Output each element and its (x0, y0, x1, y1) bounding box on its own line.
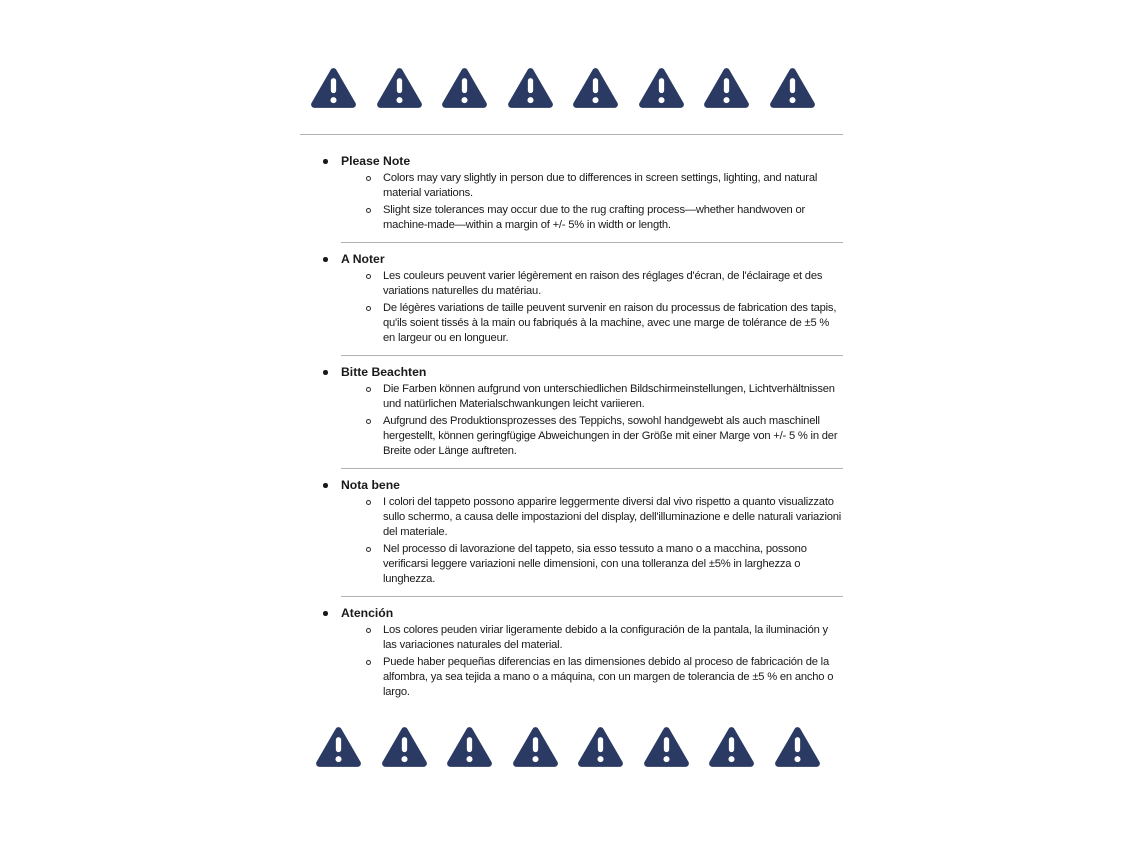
section-heading (300, 154, 843, 169)
item-text: Slight size tolerances may occur due to the rug crafting process—whether handwoven or machine-made—within a margin of +/- 5% in width or length. (383, 204, 806, 231)
circle-bullet-icon (366, 176, 371, 181)
note-section (300, 478, 843, 597)
section-items (300, 382, 843, 459)
list-item (300, 623, 844, 653)
item-text: Aufgrund des Produktionsprozesses des Teppichs, sowohl handgewebt als auch maschinell hergestellt, können geringfügige Abweichungen in der Größe mit einer Marge von +/- 5 % in der Breite oder Länge auftreten. (383, 415, 838, 457)
list-item (300, 655, 844, 700)
section-items (300, 269, 843, 346)
section-divider (341, 355, 843, 356)
section-divider (341, 468, 843, 469)
item-text: Colors may vary slightly in person due to differences in screen settings, lighting, and natural material variations. (383, 172, 818, 199)
circle-bullet-icon (366, 274, 371, 279)
list-item (300, 203, 844, 233)
item-text: I colori del tappeto possono apparire leggermente diversi dal vivo rispetto a quanto visualizzato sullo schermo, a causa delle impostazioni del display, dell'illuminazione e delle naturali variazioni del materiale. (383, 496, 842, 538)
list-item (300, 269, 844, 299)
note-section (300, 606, 843, 700)
warning-triangle-icon (572, 63, 619, 113)
note-section (300, 154, 843, 243)
circle-bullet-icon (366, 419, 371, 424)
sections (300, 154, 843, 700)
circle-bullet-icon (366, 547, 371, 552)
section-heading-text: A Noter (341, 252, 385, 266)
warning-triangle-icon (507, 63, 554, 113)
item-text: Les couleurs peuvent varier légèrement en raison des réglages d'écran, de l'éclairage et des variations naturelles du matériau. (383, 270, 823, 297)
list-item (300, 495, 844, 540)
section-divider (341, 242, 843, 243)
item-text: Los colores peuden viriar ligeramente debido a la configuración de la pantala, la iluminación y las variaciones naturales del material. (383, 624, 828, 651)
item-text: Die Farben können aufgrund von unterschiedlichen Bildschirmeinstellungen, Lichtverhältnissen und natürlichen Materialschwankungen leicht variieren. (383, 383, 835, 410)
warning-triangle-icon (446, 722, 493, 772)
list-item (300, 542, 844, 587)
section-items (300, 495, 843, 587)
bullet-icon (323, 611, 328, 616)
warning-triangle-icon (769, 63, 816, 113)
circle-bullet-icon (366, 306, 371, 311)
bullet-icon (323, 257, 328, 262)
bullet-icon (323, 370, 328, 375)
warning-row-top (300, 63, 843, 113)
warning-triangle-icon (577, 722, 624, 772)
section-heading (300, 252, 843, 267)
section-heading (300, 478, 843, 493)
warning-triangle-icon (512, 722, 559, 772)
item-text: Puede haber pequeñas diferencias en las dimensiones debido al proceso de fabricación de la alfombra, ya sea tejida a mano o a máquina, con un margen de tolerancia de ±5 % en ancho o largo. (383, 656, 834, 698)
bullet-icon (323, 483, 328, 488)
item-text: Nel processo di lavorazione del tappeto, sia esso tessuto a mano o a macchina, possono verificarsi leggere variazioni nelle dimensioni, con una tolleranza del ±5% in larghezza o lunghezza. (383, 543, 807, 585)
circle-bullet-icon (366, 628, 371, 633)
warning-triangle-icon (376, 63, 423, 113)
note-section (300, 252, 843, 356)
section-heading (300, 606, 843, 621)
section-heading-text: Nota bene (341, 478, 400, 492)
circle-bullet-icon (366, 500, 371, 505)
warning-triangle-icon (703, 63, 750, 113)
circle-bullet-icon (366, 208, 371, 213)
section-heading-text: Atención (341, 606, 394, 620)
section-items (300, 623, 843, 700)
section-items (300, 171, 843, 233)
list-item (300, 301, 844, 346)
warning-triangle-icon (638, 63, 685, 113)
warning-row-bottom (300, 722, 843, 772)
list-item (300, 414, 844, 459)
warning-triangle-icon (310, 63, 357, 113)
section-divider (341, 596, 843, 597)
circle-bullet-icon (366, 660, 371, 665)
item-text: De légères variations de taille peuvent survenir en raison du processus de fabrication des tapis, qu'ils soient tissés à la main ou fabriqués à la machine, avec une marge de tolérance de ±5 % en largeur ou en longueur. (383, 302, 837, 344)
content-column (300, 63, 843, 772)
warning-triangle-icon (643, 722, 690, 772)
warning-triangle-icon (381, 722, 428, 772)
bullet-icon (323, 159, 328, 164)
section-heading-text: Please Note (341, 154, 411, 168)
warning-triangle-icon (315, 722, 362, 772)
top-divider (300, 134, 843, 135)
warning-triangle-icon (708, 722, 755, 772)
warning-triangle-icon (774, 722, 821, 772)
note-section (300, 365, 843, 469)
circle-bullet-icon (366, 387, 371, 392)
section-heading-text: Bitte Beachten (341, 365, 427, 379)
list-item (300, 382, 844, 412)
warning-triangle-icon (441, 63, 488, 113)
section-heading (300, 365, 843, 380)
list-item (300, 171, 844, 201)
